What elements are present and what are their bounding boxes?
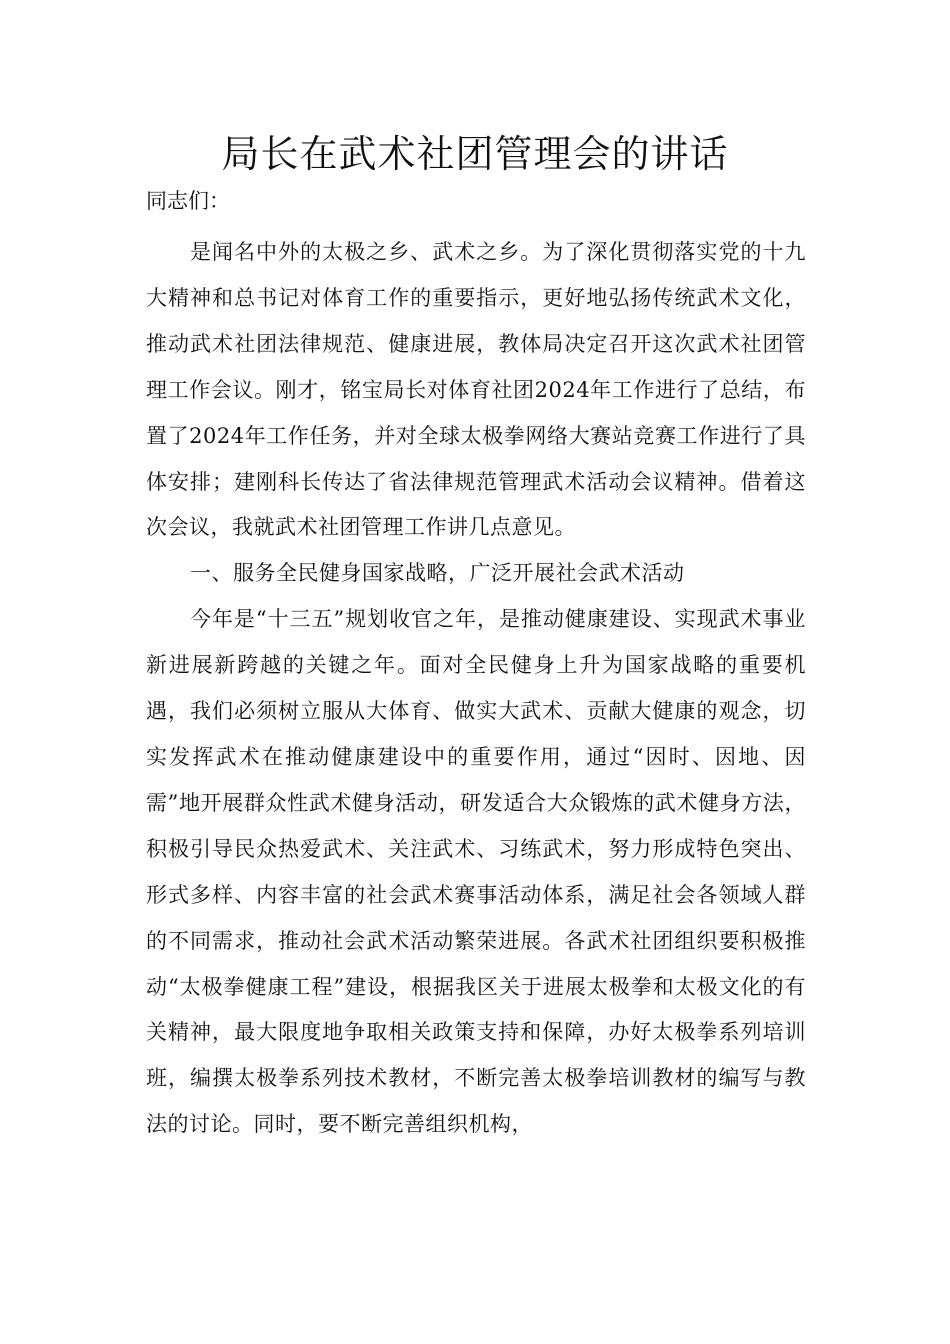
document-body [146,230,806,1148]
document-title: 局长在武术社团管理会的讲话 [221,132,729,176]
paragraph-section-1: 今年是“十三五”规划收官之年，是推动健康建设、实现武术事业新进展新跨越的关键之年。面对全民健身上升为国家战略的重要机遇，我们必须树立服从大体育、做实大武术、贡献大健康的观念，切实发挥武术在推动健康建设中的重要作用，通过“因时、因地、因需”地开展群众性武术健身活动，研发适合大众锻炼的武术健身方法，积极引导民众热爱武术、关注武术、习练武术，努力形成特色突出、形式多样、内容丰富的社会武术赛事活动体系，满足社会各领域人群的不同需求，推动社会武术活动繁荣进展。各武术社团组织要积极推动“太极拳健康工程”建设，根据我区关于进展太极拳和太极文化的有关精神，最大限度地争取相关政策支持和保障，办好太极拳系列培训班，编撰太极拳系列技术教材，不断完善太极拳培训教材的编写与教法的讨论。同时，要不断完善组织机构， [146,607,806,1137]
paragraph-opening: 是闻名中外的太极之乡、武术之乡。为了深化贯彻落实党的十九大精神和总书记对体育工作的重要指示，更好地弘扬传统武术文化，推动武术社团法律规范、健康进展，教体局决定召开这次武术社团管理工作会议。刚才，铭宝局长对体育社团2024年工作进行了总结，布置了2024年工作任务，并对全球太极拳网络大赛站竞赛工作进行了具体安排；建刚科长传达了省法律规范管理武术活动会议精神。借着这次会议，我就武术社团管理工作讲几点意见。 [146,240,806,540]
section-heading-1: 一、服务全民健身国家战略，广泛开展社会武术活动 [190,561,685,586]
salutation: 同志们： [146,189,230,213]
